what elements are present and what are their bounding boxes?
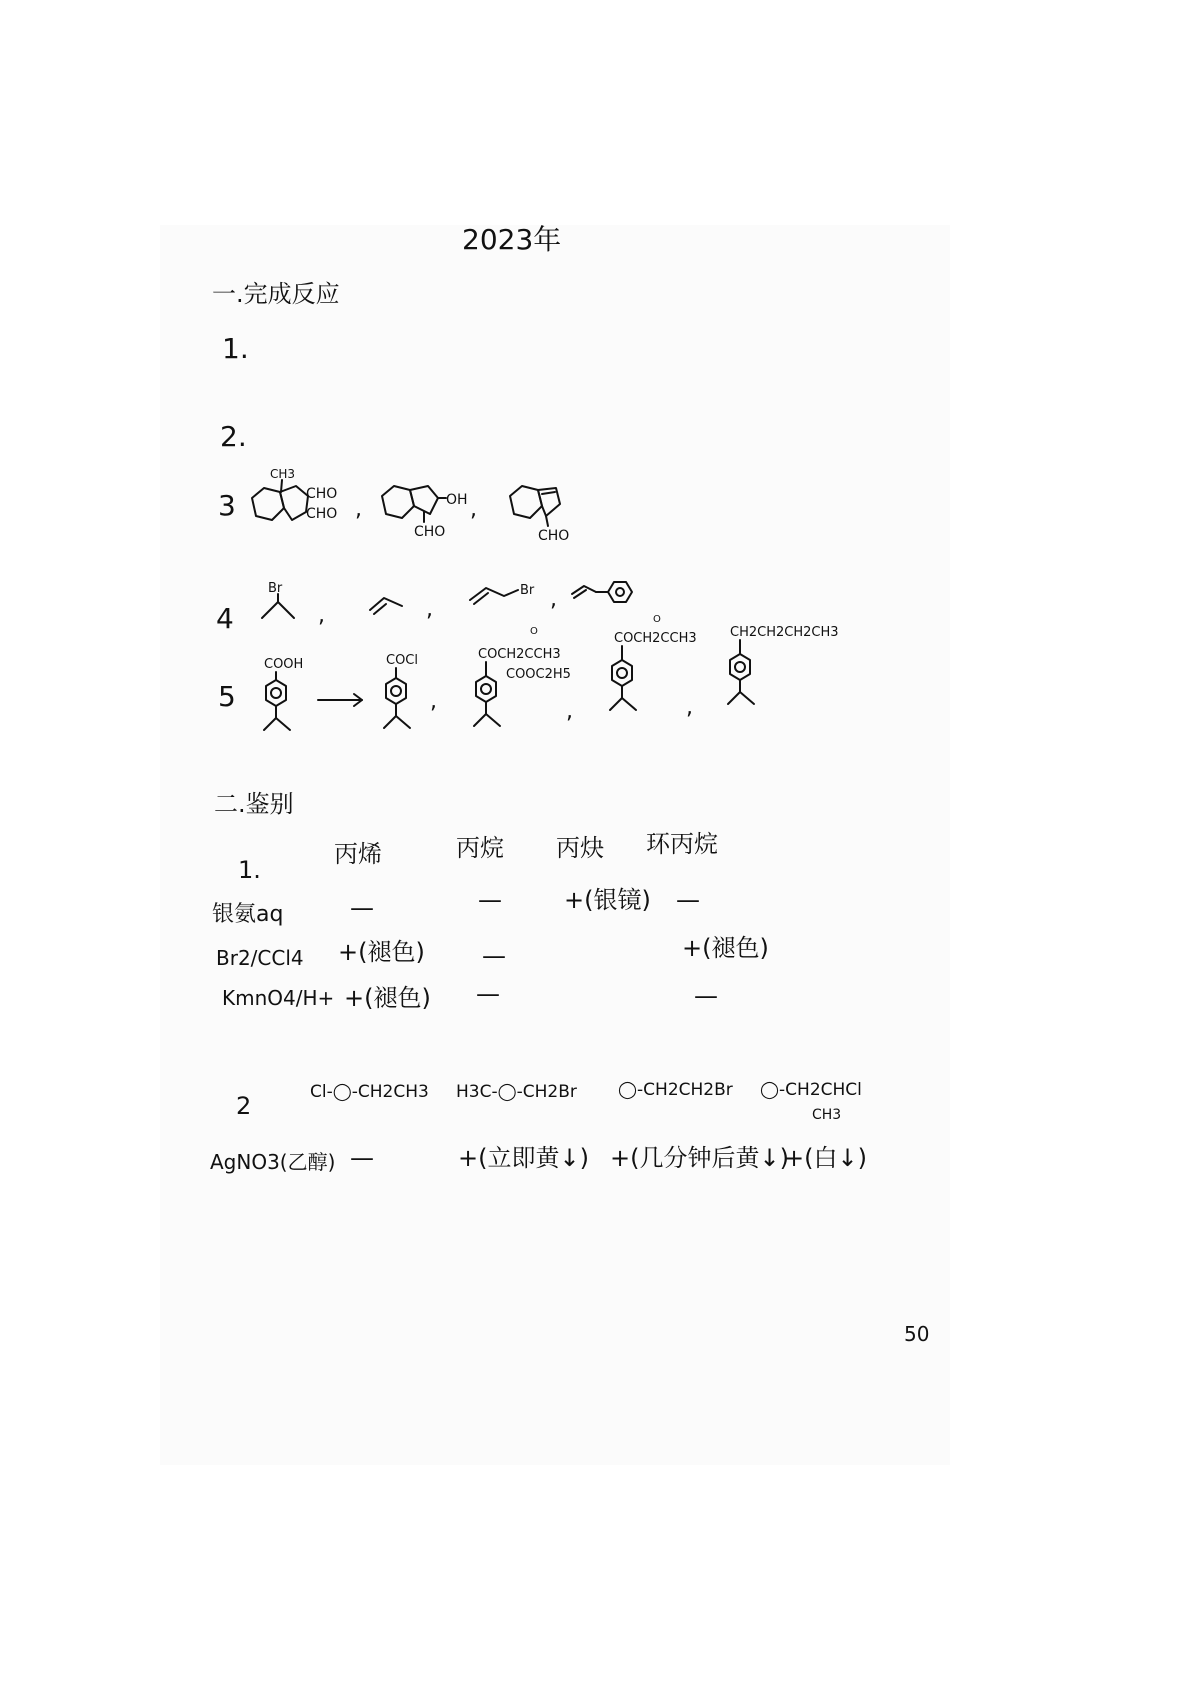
question-number-1: 1.: [222, 332, 249, 365]
table1-r3-c4: —: [694, 982, 718, 1010]
q3-a-label-cho1: CHO: [306, 486, 338, 502]
table1-number: 1.: [238, 856, 261, 884]
question-number-5: 5: [218, 680, 236, 713]
question-number-3: 3: [218, 489, 236, 522]
q5-comma-2: ,: [566, 699, 573, 724]
section-heading-reactions: 一.完成反应: [212, 280, 340, 308]
q5-p4-benzene: [730, 654, 750, 680]
q5-p2-label-2: COOC2H5: [506, 667, 571, 682]
table2-c2: +(立即黄↓): [458, 1144, 589, 1172]
q5-p3-benzene: [612, 660, 632, 686]
page-number: 50: [904, 1322, 930, 1346]
q5-p3-label-o: O: [653, 614, 661, 625]
table1-col-propane: 丙烷: [456, 834, 504, 862]
table1-reagent-bromine: Br2/CCl4: [216, 946, 304, 970]
table2-col-3: ◯-CH2CH2Br: [618, 1080, 733, 1100]
q5-start-benzene: [266, 680, 286, 706]
table1-r1-c1: —: [350, 894, 374, 922]
q4-comma-1: ,: [318, 603, 325, 628]
q5-comma-3: ,: [686, 695, 693, 720]
q5-p2-label-1: COCH2CCH3: [478, 647, 561, 662]
table1-col-cyclopropane: 环丙烷: [646, 830, 718, 858]
table2-col-4: ◯-CH2CHCl: [760, 1080, 862, 1100]
table2-col-1: Cl-◯-CH2CH3: [310, 1082, 429, 1102]
q3-comma-2: ,: [470, 497, 477, 522]
q5-p1-benzene: [386, 678, 406, 704]
q3-b-label-cho: CHO: [414, 524, 446, 540]
table2-reagent-silver-nitrate: AgNO3(乙醇): [210, 1150, 336, 1174]
question-number-2: 2.: [220, 420, 247, 453]
q5-p2-benzene: [476, 676, 496, 702]
table1-r2-c2: —: [482, 942, 506, 970]
q5-comma-1: ,: [430, 689, 437, 714]
page-title: 2023年: [462, 223, 562, 256]
q3-a-label-cho2: CHO: [306, 506, 338, 522]
q3-c-label-cho: CHO: [538, 528, 570, 544]
table1-col-propene: 丙烯: [334, 840, 382, 868]
table2-number: 2: [236, 1092, 252, 1120]
q3-comma-1: ,: [355, 497, 362, 522]
table2-col-2: H3C-◯-CH2Br: [456, 1082, 577, 1102]
table1-col-propyne: 丙炔: [556, 834, 604, 862]
table1-reagent-permanganate: KmnO4/H+: [222, 986, 335, 1010]
table1-r1-c3: +(银镜): [564, 886, 651, 914]
q4-a-label-br: Br: [268, 581, 283, 596]
q5-start-label: COOH: [264, 657, 304, 672]
table2-col-4-sub: CH3: [812, 1107, 842, 1123]
table1-r3-c2: —: [476, 980, 500, 1008]
q4-comma-3: ,: [550, 587, 557, 612]
table1-r2-c1: +(褪色): [338, 938, 425, 966]
q4-c-label-br: Br: [520, 583, 535, 598]
q5-p3-label: COCH2CCH3: [614, 631, 697, 646]
q5-p2-label-o: O: [530, 626, 538, 637]
q3-a-label-ch3: CH3: [270, 467, 296, 481]
question-number-4: 4: [216, 602, 234, 635]
table1-r1-c4: —: [676, 886, 700, 914]
table1-r3-c1: +(褪色): [344, 984, 431, 1012]
table1-reagent-tollens: 银氨aq: [212, 902, 284, 927]
table2-c3: +(几分钟后黄↓): [610, 1144, 789, 1172]
table1-r2-c4: +(褪色): [682, 934, 769, 962]
table1-r1-c2: —: [478, 886, 502, 914]
section-heading-identification: 二.鉴别: [214, 790, 294, 818]
table2-c1: —: [350, 1144, 374, 1172]
q5-p1-label: COCl: [386, 653, 418, 668]
q5-p4-label: CH2CH2CH2CH3: [730, 625, 839, 640]
q3-b-label-oh: OH: [446, 492, 468, 508]
table2-c4: +(白↓): [784, 1144, 867, 1172]
q4-comma-2: ,: [426, 597, 433, 622]
